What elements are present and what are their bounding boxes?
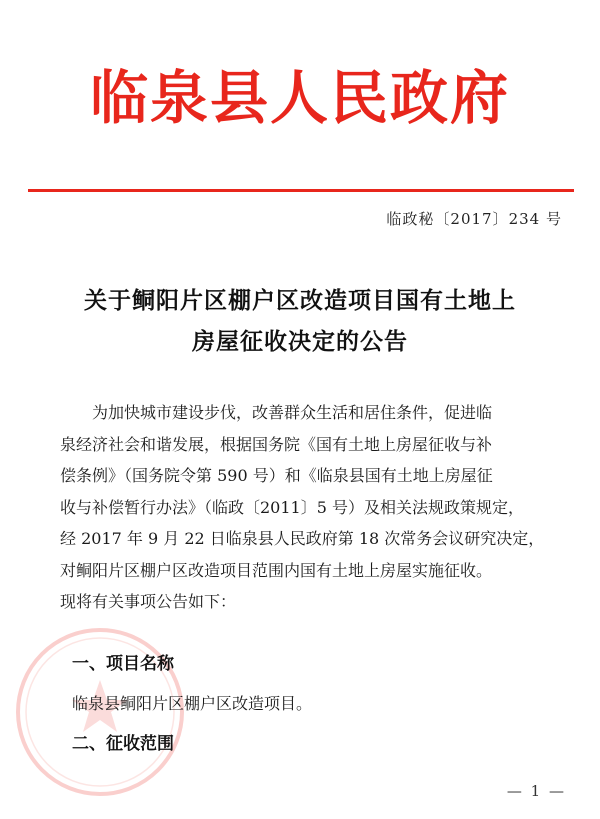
header-red-rule	[28, 189, 574, 192]
notice-title-line-2: 房屋征收决定的公告	[192, 328, 408, 355]
notice-title	[30, 280, 570, 362]
body-line: 收与补偿暂行办法》（临政〔2011〕5 号）及相关法规政策规定，	[60, 497, 524, 517]
body-line: 对鲖阳片区棚户区改造项目范围内国有土地上房屋实施征收。	[60, 560, 493, 580]
notice-title-line-1: 关于鲖阳片区棚户区改造项目国有土地上	[84, 287, 516, 314]
document-number: 临政秘〔2017〕234 号	[386, 210, 562, 228]
page-number: — 1 —	[506, 782, 566, 800]
notice-body	[60, 397, 562, 618]
body-line: 现将有关事项公告如下：	[60, 592, 237, 611]
section-content-project-name: 临泉县鲖阳片区棚户区改造项目。	[72, 694, 313, 713]
body-line: 为加快城市建设步伐，改善群众生活和居住条件，促进临	[92, 403, 493, 422]
section-heading-scope: 二、征收范围	[72, 734, 174, 754]
section-heading-project-name: 一、项目名称	[72, 654, 174, 674]
body-line: 偿条例》（国务院令第 590 号）和《临泉县国有土地上房屋征	[60, 466, 493, 485]
body-line: 泉经济社会和谐发展，根据国务院《国有土地上房屋征收与补	[60, 434, 493, 454]
body-line: 经 2017 年 9 月 22 日临泉县人民政府第 18 次常务会议研究决定，	[60, 529, 545, 548]
issuing-authority-title: 临泉县人民政府	[89, 64, 510, 132]
